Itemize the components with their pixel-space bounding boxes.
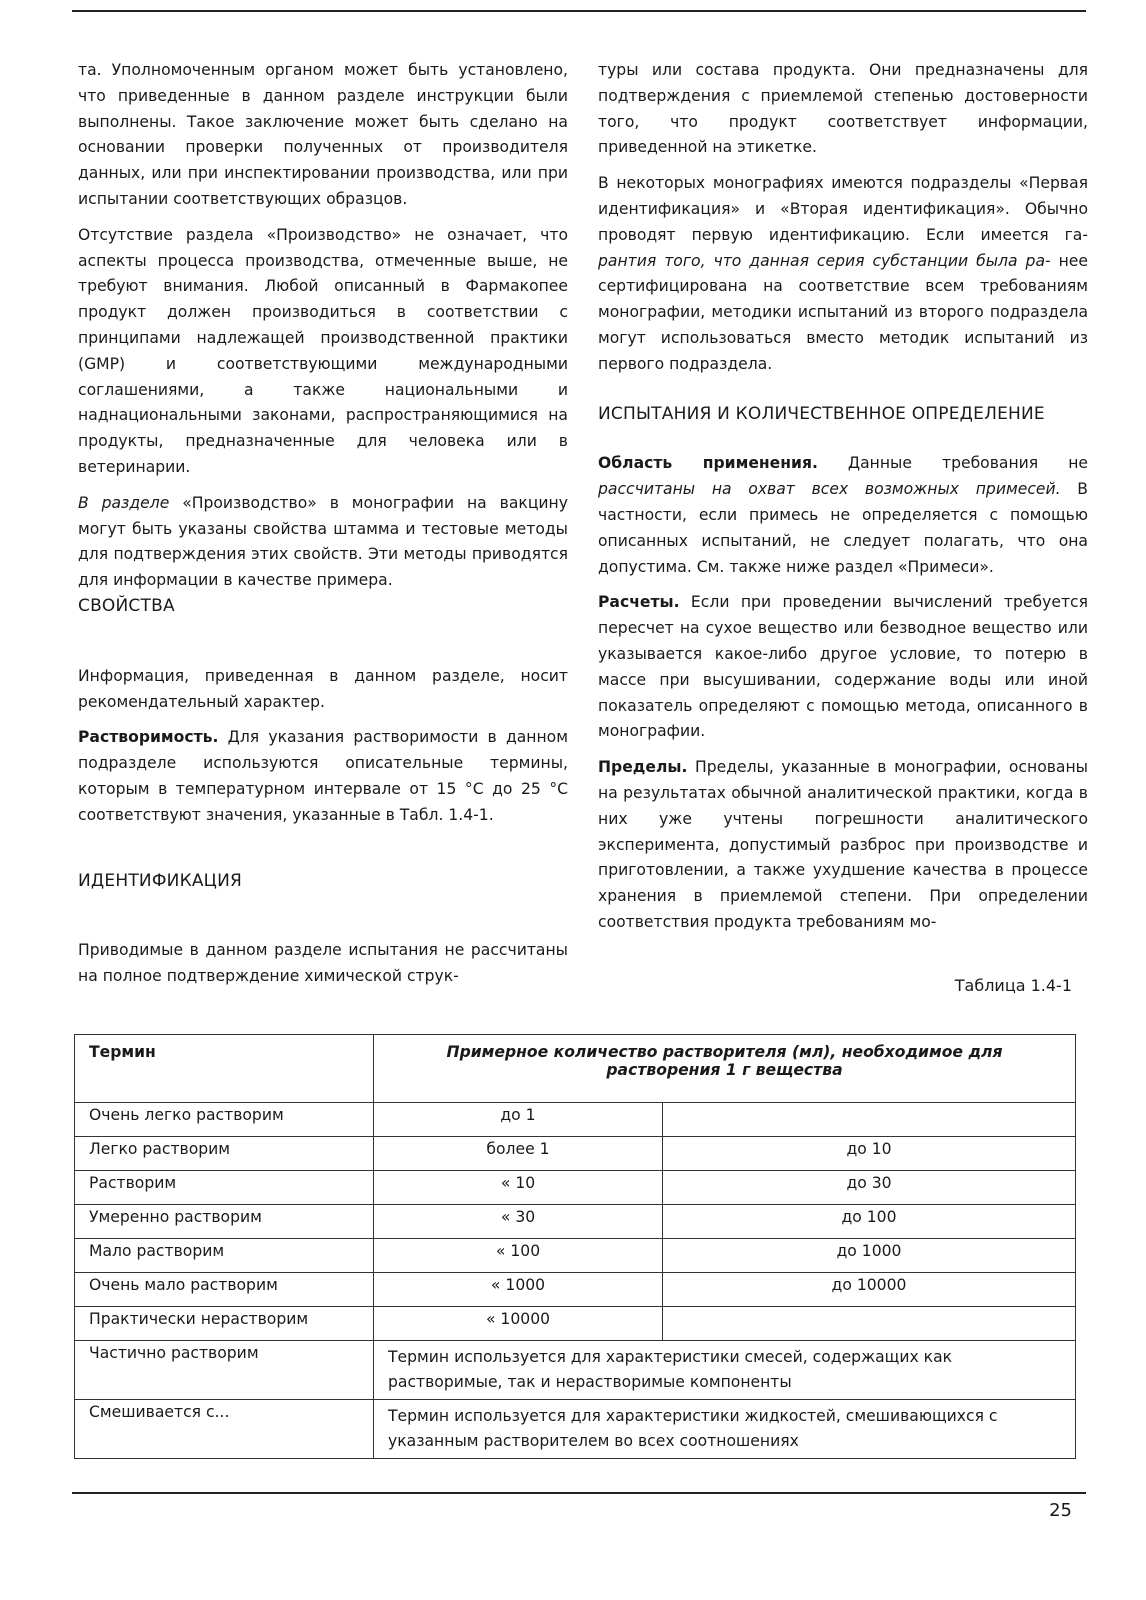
from-cell: до 1: [374, 1103, 663, 1137]
table-row: [75, 1273, 1076, 1307]
limits-text: Пределы, указанные в монографии, основаны на результатах обычной аналитической практики, когда в них уже учтены погрешности аналитического эксперимента, допустимый разброс при производстве и приготовлении, а также ухудшение качества в процессе хранения в приемлемой степени. При определении соответствия продукта требованиям мо-: [598, 758, 1088, 931]
term-cell: Практически нерастворим: [75, 1307, 374, 1341]
table-row: [75, 1239, 1076, 1273]
top-rule: [72, 10, 1086, 12]
spacer: [78, 839, 568, 869]
to-cell: до 10000: [663, 1273, 1076, 1307]
table-row: [75, 1137, 1076, 1171]
left-paragraph-4: Информация, приведенная в данном разделе, носит рекомендательный характер.: [78, 666, 568, 711]
from-cell: « 10: [374, 1171, 663, 1205]
scope-italic: рассчитаны на охват всех возможных примесей.: [598, 480, 1061, 499]
solubility-paragraph: [78, 725, 568, 828]
solubility-text: Для указания растворимости в данном подразделе используются описательные термины, которым в температурном интервале от 15 °С до 25 °С соответствуют значения, указанные в Табл. 1.4-1.: [78, 728, 568, 824]
left-paragraph-3-italic: В разделе: [78, 493, 170, 512]
to-cell: до 10: [663, 1137, 1076, 1171]
scope-lead: Область применения.: [598, 454, 818, 473]
from-cell: « 1000: [374, 1273, 663, 1307]
solubility-lead: Растворимость.: [78, 728, 219, 747]
table-row: [75, 1103, 1076, 1137]
left-paragraph-3-text: «Производство» в монографии на вакцину могут быть указаны свойства штамма и тестовые методы для подтверждения этих свойств. Эти методы приводятся для информации в качестве примера.: [78, 493, 568, 590]
term-cell: Мало растворим: [75, 1239, 374, 1273]
table-row: [75, 1205, 1076, 1239]
left-paragraph-2: Отсутствие раздела «Производство» не означает, что аспекты процесса производства, отмеченные выше, не требуют внимания. Любой описанный в Фармакопее продукт должен производиться в соответствии с принципами надлежащей производственной практики (GMP) и соответствующими международными соглашениями, а также национальными и наднациональными законами, распространяющимися на продукты, предназначенные для человека или в ветеринарии.: [78, 225, 568, 476]
right-paragraph-2: [598, 171, 1088, 377]
term-cell: Легко растворим: [75, 1137, 374, 1171]
description-cell: Термин используется для характеристики жидкостей, смешивающихся с указанным растворителем во всех соотношениях: [374, 1400, 1076, 1459]
right-paragraph-1: туры или состава продукта. Они предназначены для подтверждения с приемлемой степенью достоверности того, что продукт соответствует информации, приведенной на этикетке.: [598, 61, 1088, 157]
limits-paragraph: [598, 755, 1088, 936]
term-cell: Частично растворим: [75, 1341, 374, 1400]
bottom-rule: [72, 1492, 1086, 1494]
heading-identification: ИДЕНТИФИКАЦИЯ: [78, 870, 243, 891]
right-paragraph-2-start: В некоторых монографиях имеются подразделы «Первая идентификация» и «Вторая идентификация». Обычно проводят первую идентификацию. Если имеется га-: [598, 174, 1088, 244]
header-term: Термин: [75, 1035, 374, 1103]
to-cell: [663, 1307, 1076, 1341]
right-column: [598, 58, 1088, 946]
table-row: [75, 1341, 1076, 1400]
term-cell: Очень мало растворим: [75, 1273, 374, 1307]
term-cell: Растворим: [75, 1171, 374, 1205]
term-cell: Смешивается с...: [75, 1400, 374, 1459]
table-caption: Таблица 1.4-1: [954, 976, 1072, 995]
solubility-table: [74, 1034, 1076, 1459]
table-row: [75, 1400, 1076, 1459]
limits-lead: Пределы.: [598, 758, 688, 777]
page-number: 25: [1049, 1500, 1072, 1521]
table-header-row: [75, 1035, 1076, 1103]
header-quantity: Примерное количество растворителя (мл), необходимое для растворения 1 г вещества: [374, 1035, 1076, 1103]
from-cell: « 30: [374, 1205, 663, 1239]
left-column: [78, 58, 568, 1000]
right-paragraph-2-end: нее сертифицирована на соответствие всем требованиям монографии, методики испытаний из второго подраздела могут использоваться вместо методик испытаний из первого подраздела.: [598, 251, 1088, 373]
heading-tests: ИСПЫТАНИЯ И КОЛИЧЕСТВЕННОЕ ОПРЕДЕЛЕНИЕ: [598, 403, 1045, 424]
left-paragraph-3: [78, 491, 568, 594]
to-cell: до 1000: [663, 1239, 1076, 1273]
to-cell: до 30: [663, 1171, 1076, 1205]
calc-text: Если при проведении вычислений требуется пересчет на сухое вещество или безводное вещество или указывается какое-либо другое условие, то потерю в массе при высушивании, содержание воды или иной показатель определяют с помощью метода, описанного в монографии.: [598, 593, 1088, 741]
term-cell: Умеренно растворим: [75, 1205, 374, 1239]
table-row: [75, 1307, 1076, 1341]
to-cell: до 100: [663, 1205, 1076, 1239]
table-row: [75, 1171, 1076, 1205]
description-cell: Термин используется для характеристики смесей, содержащих как растворимые, так и нерастворимые компоненты: [374, 1341, 1076, 1400]
left-paragraph-5: Приводимые в данном разделе испытания не рассчитаны на полное подтверждение химической струк-: [78, 941, 568, 986]
scope-text: Данные требования не: [817, 454, 1088, 473]
right-paragraph-2-italic: рантия того, что данная серия субстанции была ра-: [598, 251, 1051, 270]
to-cell: [663, 1103, 1076, 1137]
from-cell: « 100: [374, 1239, 663, 1273]
from-cell: « 10000: [374, 1307, 663, 1341]
calc-lead: Расчеты.: [598, 593, 680, 612]
term-cell: Очень легко растворим: [75, 1103, 374, 1137]
heading-properties: СВОЙСТВА: [78, 595, 175, 616]
spacer: [598, 388, 1088, 402]
calc-paragraph: [598, 590, 1088, 745]
scope-paragraph: [598, 451, 1088, 580]
from-cell: более 1: [374, 1137, 663, 1171]
left-paragraph-1: та. Уполномоченным органом может быть установлено, что приведенные в данном разделе инструкции были выполнены. Такое заключение может быть сделано на основании проверки полученных от производителя данных, или при инспектировании производства, или при испытании соответствующих образцов.: [78, 61, 568, 208]
scope-text-2: В частности, если примесь не определяется с помощью описанных испытаний, не следует полагать, что она допустима. См. также ниже раздел «Примеси».: [598, 480, 1088, 576]
